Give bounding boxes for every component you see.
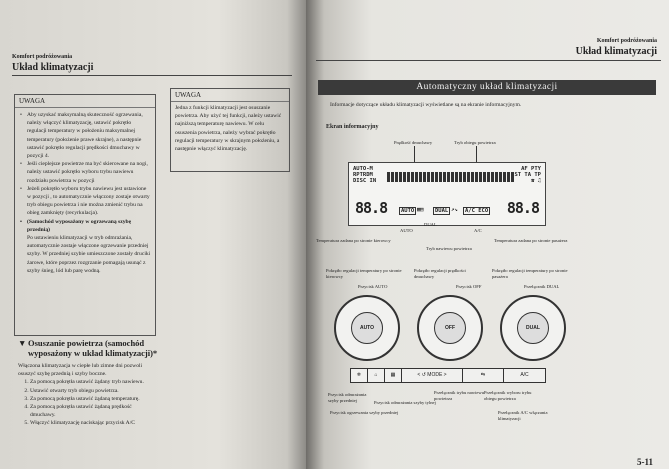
label-dual-button: Przełącznik DUAL: [524, 284, 560, 289]
drying-section: [18, 338, 158, 428]
label-temp-knob-driver: Pokrętło regulacji temperatury po stronie kierowcy: [326, 268, 402, 279]
circulation-selector[interactable]: ⇆: [463, 369, 504, 382]
drying-steps: [18, 378, 158, 427]
warning-text-right: Jedna z funkcji klimatyzacji jest osuszanie powietrza. Aby użyć tej funkcji, należy ustawić najniższą temperaturę nawiewu. W celu osuszenia powietrza, należy wybrać pokrętło regulacji temperatury w skrajnym położeniu, a następnie włączyć klimatyzację.: [175, 105, 282, 153]
heated-windshield-paragraph: Po ustawieniu klimatyzacji w tryb odmrażania, automatycznie zostaje włączone ogrzewanie przedniej szyby. W przedniej szybie umieszczone zostały druciki żarowe, które poprzez rozgrzanie pomagają usunąć z szyby śnieg, lód lub parę wodną.: [27, 235, 151, 274]
airflow-mode-selector[interactable]: < ↺ MODE >: [402, 369, 463, 382]
label-fan-knob: Pokrętło regulacji prędkości dmuchawy: [414, 268, 466, 279]
drying-step-1: 1. Za pomocą pokrętła ustawić żądany tryb nawiewu.: [30, 378, 158, 386]
lcd-airflow-icon: ↗↘: [451, 207, 458, 213]
knob-off-label: OFF: [445, 325, 455, 331]
label-ac: A/C: [474, 228, 482, 233]
lcd-rptrdm: RPTRDM: [353, 172, 373, 178]
knob-dual-label: DUAL: [526, 325, 540, 331]
label-airflow-selector: Przełącznik trybu nawiewu powietrza: [434, 390, 485, 401]
right-page: [306, 0, 669, 469]
warning-bullet-2: • Jeśli cieplejsze powietrze ma być skierowane na nogi, należy ustawić pokrętło wyboru trybu nawiewu rozdziału powietrza w pozycji: [27, 160, 151, 185]
drying-heading-text: Osuszanie powietrza (samochód wyposażony w układ klimatyzacji)*: [28, 338, 158, 358]
warning-box-right: [170, 88, 290, 172]
lcd-af-pty: AF PTY: [521, 166, 541, 172]
label-ac-switch: Przełącznik A/C włączania klimatyzacji: [498, 410, 548, 421]
lcd-segment-bars: [387, 169, 515, 187]
lcd-dual: DUAL: [435, 208, 449, 214]
front-defrost-button[interactable]: ❄: [351, 369, 368, 382]
knob-auto-label: AUTO: [359, 325, 375, 331]
label-auto: AUTO: [400, 228, 413, 233]
label-rear-defrost: Przycisk odmrażania szyby tylnej: [374, 400, 436, 405]
lcd-left-top: [353, 166, 376, 184]
label-circulation: Tryb obiegu powietrza: [454, 140, 496, 145]
label-temp-driver: Temperatura zadana po stronie kierowcy: [316, 238, 391, 243]
lcd-temp-passenger: 88.8: [506, 199, 539, 217]
info-display: [348, 162, 546, 226]
control-button-row: [350, 368, 546, 383]
left-section-small: Komfort podróżowania: [12, 54, 73, 60]
label-off-button: Przycisk OFF: [456, 284, 482, 289]
section-banner: Automatyczny układ klimatyzacji: [318, 80, 656, 95]
label-auto-button: Przycisk AUTO: [358, 284, 388, 289]
warning-title-right: UWAGA: [171, 89, 289, 102]
drying-step-2: 2. Ustawić otwarty tryb obiegu powietrza.: [30, 387, 158, 395]
label-airflow-mode: Tryb nawiewu powietrza: [426, 246, 472, 251]
page-number: 5-11: [636, 457, 653, 467]
label-temp-passenger: Temperatura zadana po stronie pasażera: [494, 238, 568, 243]
lcd-st-ta-tp: ST TA TP: [514, 172, 541, 178]
left-section-title: Układ klimatyzacji: [12, 62, 94, 73]
warning-list-left: [15, 111, 155, 234]
warning-bullet-4: • (Samochód wyposażony w ogrzewaną szybę przednią): [27, 218, 151, 234]
heated-windshield-button[interactable]: ⌂: [368, 369, 385, 382]
drying-intro: Włączona klimatyzacja w ciepłe lub zimne dni pozwoli osuszyć szybę przednią i szyby boczne.: [18, 363, 143, 378]
lcd-right-top: [515, 166, 542, 184]
label-temp-knob-passenger: Pokrętło regulacji temperatury po stronie pasażera: [492, 268, 568, 279]
right-header-rule: [316, 60, 661, 61]
right-section-small: Komfort podróżowania: [596, 38, 657, 44]
fan-knob[interactable]: [417, 295, 483, 361]
drying-step-3: 3. Za pomocą pokrętła ustawić żądaną temperaturę.: [30, 395, 158, 403]
lcd-auto-m: AUTO-M: [353, 166, 373, 172]
lcd-auto: AUTO: [401, 208, 415, 214]
temp-knob-driver[interactable]: [334, 295, 400, 361]
lcd-music-icons: ☎ ♫: [531, 178, 541, 184]
label-heated-windshield: Przycisk ogrzewania szyby przedniej: [330, 410, 399, 415]
info-subheading: Ekran informacyjny: [326, 124, 379, 130]
label-circulation-selector: Przełącznik wyboru trybu obiegu powietrza: [484, 390, 532, 401]
left-header-rule: [12, 75, 292, 76]
label-fan-speed: Prędkość dmuchawy: [394, 140, 433, 145]
label-front-defrost: Przycisk odmrażania szyby przedniej: [328, 392, 367, 403]
lcd-defrost-icon: ▦▤: [417, 207, 424, 213]
lcd-temp-driver: 88.8: [355, 199, 388, 217]
lcd-ac-eco: A/C ECO: [465, 208, 489, 214]
lcd-disc-in: DISC IN: [353, 178, 377, 184]
warning-title-left: UWAGA: [15, 95, 155, 108]
label-dual: DUAL: [424, 222, 437, 227]
triangle-icon: ▼: [18, 338, 27, 348]
drying-step-5: 5. Włączyć klimatyzację naciskając przycisk A/C: [30, 419, 158, 427]
temp-knob-passenger[interactable]: [500, 295, 566, 361]
left-page: [0, 0, 312, 469]
warning-box-left: [14, 94, 156, 336]
drying-heading: [18, 338, 158, 358]
drying-step-4: 4. Za pomocą pokrętła ustawić żądaną prędkość dmuchawy.: [30, 403, 158, 419]
right-section-title: Układ klimatyzacji: [575, 46, 657, 57]
rear-defrost-button[interactable]: ▦: [385, 369, 402, 382]
ac-switch[interactable]: A/C: [520, 372, 529, 378]
warning-bullet-3: • Jeżeli pokrętło wyboru trybu nawiewu jest ustawione w pozycji , to automatycznie włączony zostaje otwarty tryb obiegu powietrza i nie można zmienić trybu na obieg zamknięty (recyrkulacja).: [27, 185, 151, 218]
info-intro: Informacje dotyczące układu klimatyzacji wyświetlane są na ekranie informacyjnym.: [330, 102, 522, 108]
warning-bullet-1: • Aby uzyskać maksymalną skuteczność ogrzewania, należy włączyć klimatyzację, ustawić pokrętło regulacji temperatury w położeniu maksymalnej temperatury (położenie prawe skrajne), a następnie ustawić pokrętło regulacji prędkości dmuchawy w pozycji 4.: [27, 111, 151, 160]
